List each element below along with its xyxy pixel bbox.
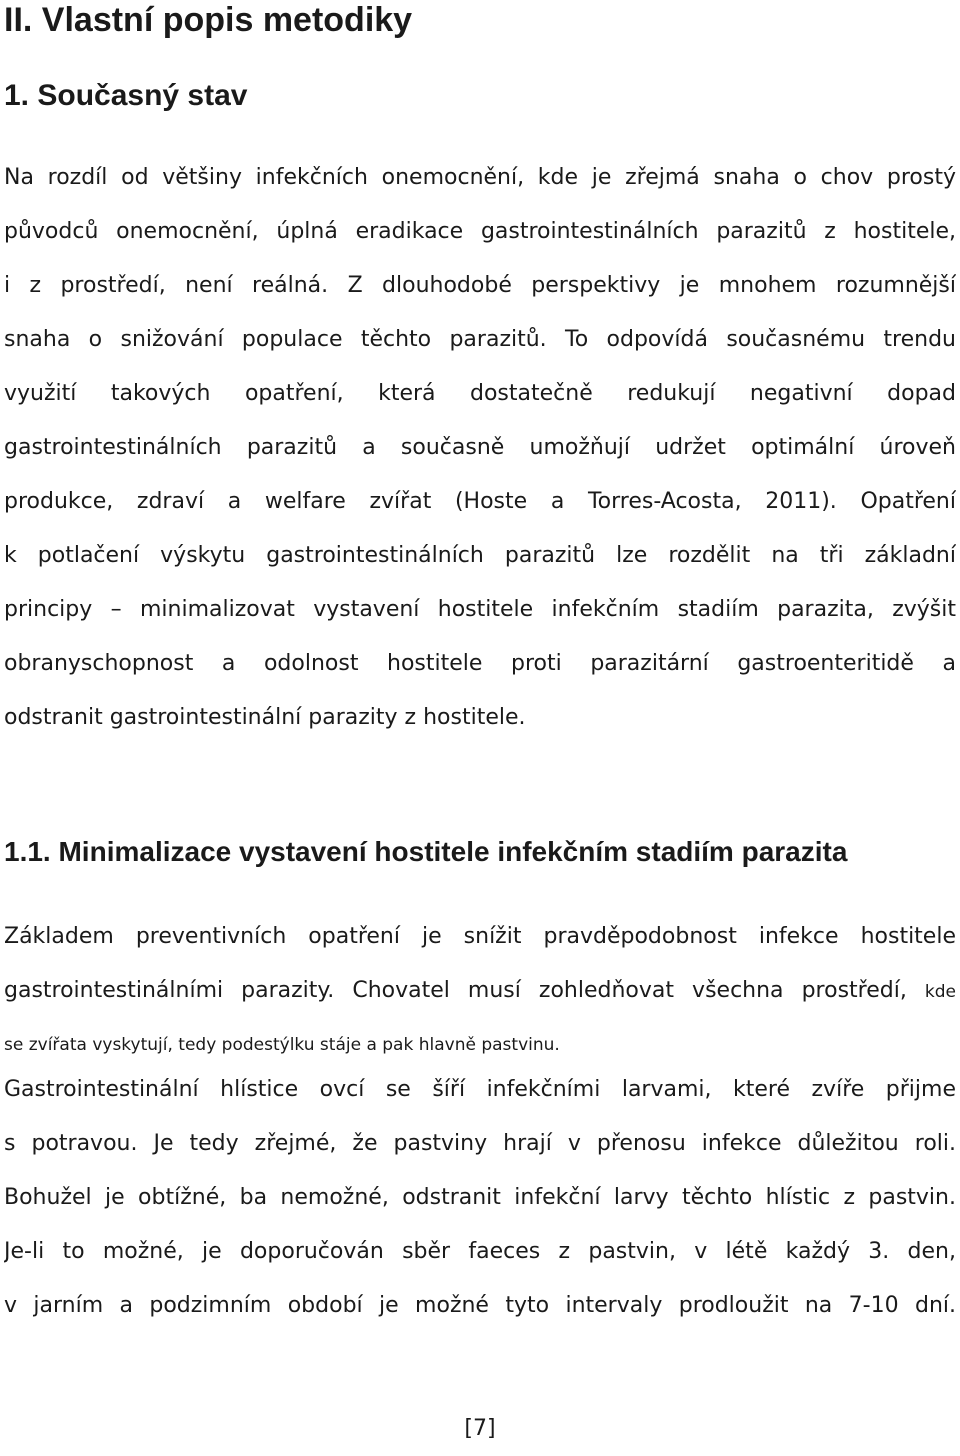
- paragraph-current-state: [4, 151, 956, 745]
- text-line: produkce, zdraví a welfare zvířat (Hoste a Torres-Acosta, 2011). Opatření: [4, 489, 956, 514]
- text-line: obranyschopnost a odolnost hostitele proti parazitární gastroenteritidě a: [4, 651, 956, 676]
- text-line: Na rozdíl od většiny infekčních onemocnění, kde je zřejmá snaha o chov prostý: [4, 165, 956, 190]
- paragraph-minimalization: [4, 910, 956, 1072]
- text-line: i z prostředí, není reálná. Z dlouhodobé perspektivy je mnohem rozumnější: [4, 273, 956, 298]
- section-heading: 1. Současný stav: [4, 79, 248, 112]
- text-line: principy – minimalizovat vystavení hostitele infekčním stadiím parazita, zvýšit: [4, 597, 956, 622]
- text-line: [4, 964, 956, 1018]
- main-heading: II. Vlastní popis metodiky: [4, 1, 413, 39]
- text-line: původců onemocnění, úplná eradikace gastrointestinálních parazitů z hostitele,: [4, 219, 956, 244]
- text-line: využití takových opatření, která dostatečně redukují negativní dopad: [4, 381, 956, 406]
- text-line: Je-li to možné, je doporučován sběr faeces z pastvin, v létě každý 3. den,: [4, 1239, 956, 1264]
- page-number: [7]: [464, 1416, 496, 1441]
- text-line: Základem preventivních opatření je snížit pravděpodobnost infekce hostitele: [4, 924, 956, 949]
- text-line: gastrointestinálních parazitů a současně umožňují udržet optimální úroveň: [4, 435, 956, 460]
- text-line: Gastrointestinální hlístice ovcí se šíří infekčními larvami, které zvíře přijme: [4, 1077, 956, 1102]
- paragraph-nematodes: [4, 1063, 956, 1333]
- text-line: snaha o snižování populace těchto parazitů. To odpovídá současnému trendu: [4, 327, 956, 352]
- small-text-segment: kde: [924, 982, 956, 1002]
- text-line: v jarním a podzimním období je možné tyto intervaly prodloužit na 7-10 dní.: [4, 1293, 956, 1318]
- text-segment: gastrointestinálními parazity. Chovatel musí zohledňovat všechna prostředí,: [4, 978, 907, 1003]
- small-text-line: se zvířata vyskytují, tedy podestýlku stáje a pak hlavně pastvinu.: [4, 1035, 560, 1055]
- text-line: k potlačení výskytu gastrointestinálních parazitů lze rozdělit na tři základní: [4, 543, 956, 568]
- text-line: Bohužel je obtížné, ba nemožné, odstranit infekční larvy těchto hlístic z pastvin.: [4, 1185, 956, 1210]
- text-line: odstranit gastrointestinální parazity z hostitele.: [4, 705, 526, 730]
- subsection-heading: 1.1. Minimalizace vystavení hostitele infekčním stadiím parazita: [4, 836, 848, 867]
- text-line: s potravou. Je tedy zřejmé, že pastviny hrají v přenosu infekce důležitou roli.: [4, 1131, 956, 1156]
